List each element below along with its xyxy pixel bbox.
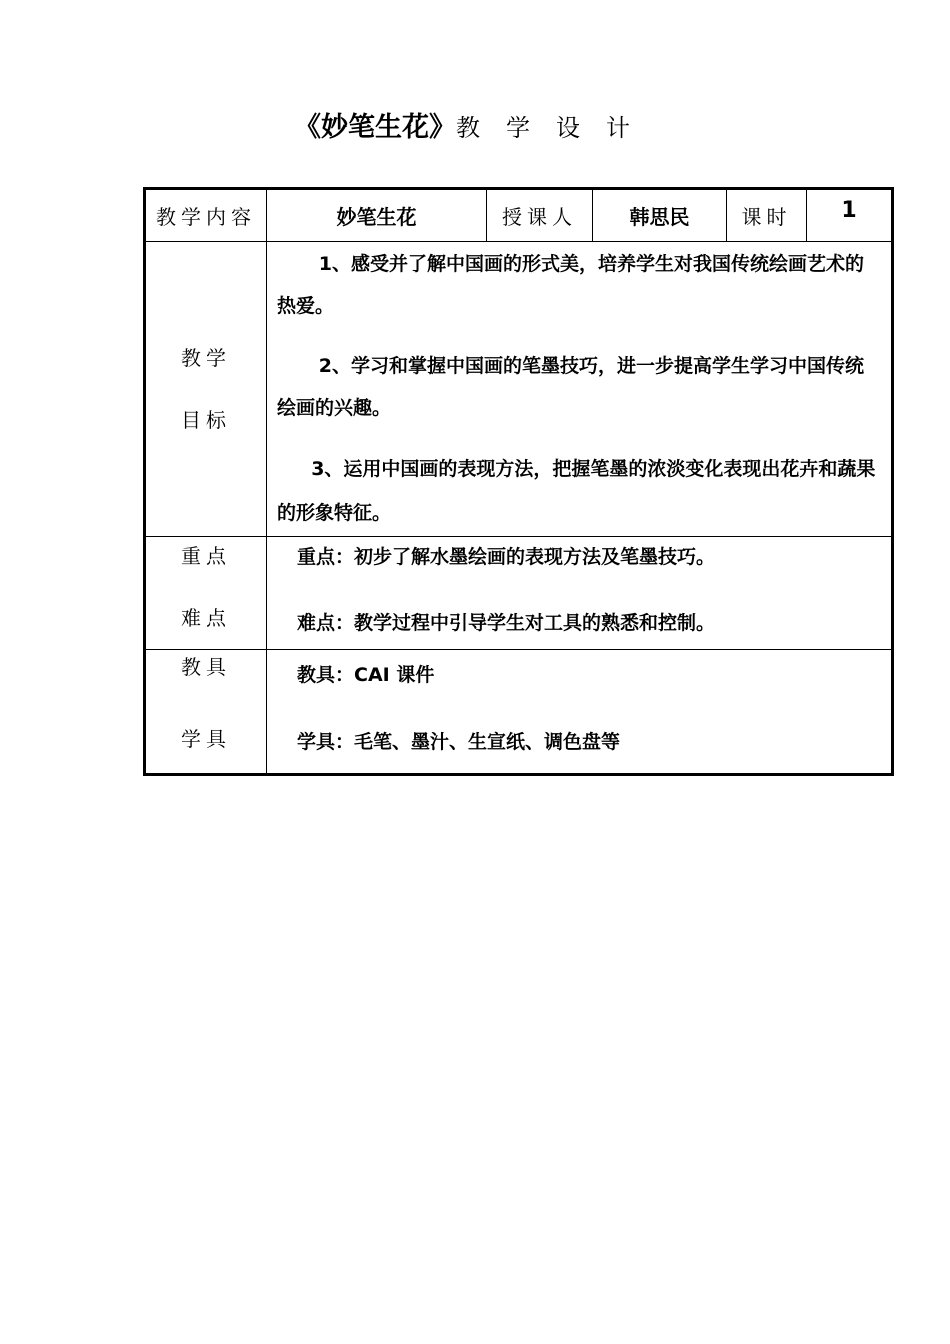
difficulty-label: 难点 bbox=[181, 606, 231, 630]
lesson-plan-table bbox=[143, 187, 894, 776]
objective-item: 1、感受并了解中国画的形式美，培养学生对我国传统绘画艺术的热爱。 bbox=[277, 253, 865, 317]
key-points-content bbox=[267, 537, 893, 650]
key-points-row bbox=[145, 537, 893, 650]
objectives-row bbox=[145, 242, 893, 537]
materials-row bbox=[145, 650, 893, 775]
key-label: 重点 bbox=[181, 544, 231, 568]
teaching-aids-label: 教具 bbox=[181, 655, 231, 679]
title-lesson-name: 《妙笔生花》 bbox=[294, 112, 456, 143]
key-point-text: 重点：初步了解水墨绘画的表现方法及笔墨技巧。 bbox=[297, 546, 716, 568]
objectives-content bbox=[267, 242, 893, 537]
header-row bbox=[145, 189, 893, 242]
student-tools-text: 学具：毛笔、墨汁、生宣纸、调色盘等 bbox=[297, 731, 621, 753]
objective-item: 3、运用中国画的表现方法，把握笔墨的浓淡变化表现出花卉和蔬果的形象特征。 bbox=[277, 458, 876, 524]
student-tools-label: 学具 bbox=[181, 727, 231, 751]
materials-content bbox=[267, 650, 893, 775]
difficulty-text: 难点：教学过程中引导学生对工具的熟悉和控制。 bbox=[297, 612, 716, 634]
objectives-label-line2: 目标 bbox=[181, 408, 231, 432]
content-label: 教学内容 bbox=[145, 189, 267, 242]
content-value: 妙笔生花 bbox=[267, 189, 487, 242]
hours-label: 课时 bbox=[727, 189, 807, 242]
key-points-label bbox=[145, 537, 267, 650]
objective-item: 2、学习和掌握中国画的笔墨技巧，进一步提高学生学习中国传统绘画的兴趣。 bbox=[277, 355, 865, 419]
materials-label bbox=[145, 650, 267, 775]
objectives-label bbox=[145, 242, 267, 537]
title-suffix: 教学设计 bbox=[456, 114, 656, 142]
hours-value: 1 bbox=[807, 189, 893, 242]
teacher-label: 授课人 bbox=[487, 189, 593, 242]
teacher-value: 韩思民 bbox=[593, 189, 727, 242]
teaching-aids-text: 教具：CAI 课件 bbox=[297, 664, 435, 686]
objectives-label-line1: 教学 bbox=[181, 346, 231, 370]
page-title bbox=[0, 108, 950, 148]
